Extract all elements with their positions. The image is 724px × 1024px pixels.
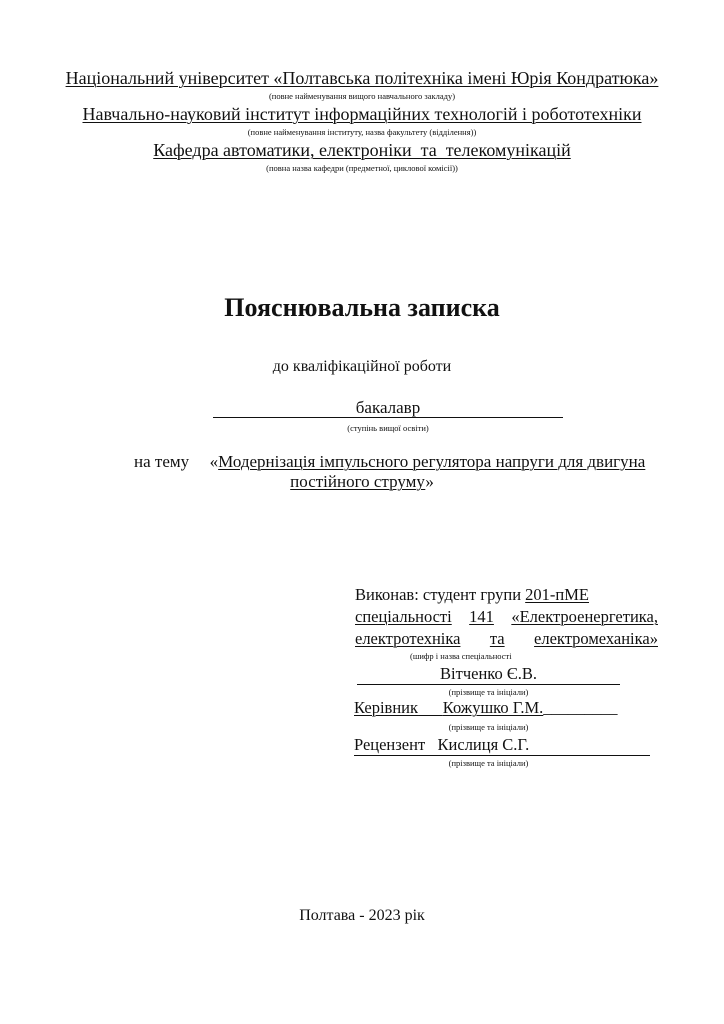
supervisor-name: Кожушко Г.М.: [442, 698, 544, 717]
institute-name-text: Навчально-науковий інститут інформаційних технологій і робототехніки: [82, 104, 642, 124]
specialty-row-2: [355, 629, 658, 649]
reviewer-label: Рецензент: [354, 735, 426, 754]
supervisor-underlined: [354, 698, 543, 717]
specialty-name-part-1: «Електроенергетика,: [511, 607, 658, 626]
reviewer-row: [354, 735, 650, 756]
specialty-name-part-3: електромеханіка»: [534, 629, 658, 648]
degree-value: бакалавр: [355, 398, 421, 417]
university-name: [0, 68, 724, 88]
reviewer-caption: (прізвище та ініціали): [448, 758, 529, 768]
topic-close-quote: »: [425, 472, 434, 491]
reviewer-name: Кислиця С.Г.: [437, 735, 530, 754]
topic-line-2: [0, 472, 724, 492]
specialty-name-part-2: електротехніка: [355, 629, 461, 648]
document-subtitle: до кваліфікаційної роботи: [272, 358, 452, 375]
institute-name: [0, 104, 724, 124]
supervisor-row: [354, 698, 618, 718]
supervisor-caption: (прізвище та ініціали): [448, 722, 529, 732]
performed-by-row: [355, 585, 589, 605]
supervisor-blank: _________: [543, 698, 618, 717]
topic-text-2: постійного струму: [290, 472, 426, 491]
topic-open-quote: «: [209, 452, 219, 471]
performed-label: Виконав: студент групи: [355, 585, 522, 604]
specialty-name-and: та: [489, 629, 505, 648]
topic-text-1: Модернізація імпульсного регулятора напруги для двигуна: [218, 452, 646, 471]
university-caption: (повне найменування вищого навчального закладу): [268, 91, 456, 101]
degree-caption: (ступінь вищої освіти): [347, 423, 429, 433]
student-name-line: [357, 664, 620, 685]
topic-prefix: на тему: [134, 452, 190, 471]
university-name-text: Національний університет «Полтавська політехніка імені Юрія Кондратюка»: [65, 68, 659, 88]
specialty-row-1: [355, 607, 658, 627]
specialty-code: 141: [469, 607, 494, 626]
department-name-text: Кафедра автоматики, електроніки та телекомунікацій: [153, 140, 571, 160]
student-caption: (прізвище та ініціали): [448, 687, 529, 697]
document-title: Пояснювальна записка: [224, 293, 500, 322]
supervisor-label: Керівник: [354, 698, 419, 717]
institute-caption: (повне найменування інституту, назва факультету (відділення)): [247, 127, 477, 137]
student-name: Вітченко Є.В.: [440, 664, 537, 683]
department-name: [0, 140, 724, 160]
degree-line: [213, 398, 563, 418]
topic-line-1: [134, 452, 645, 472]
group-value: 201-пМЕ: [525, 585, 589, 604]
city-year: Полтава - 2023 рік: [299, 907, 425, 924]
specialty-caption: (шифр і назва спеціальності: [410, 651, 512, 661]
department-caption: (повна назва кафедри (предметної, циклової комісії)): [266, 163, 458, 173]
specialty-word: спеціальності: [355, 607, 452, 626]
